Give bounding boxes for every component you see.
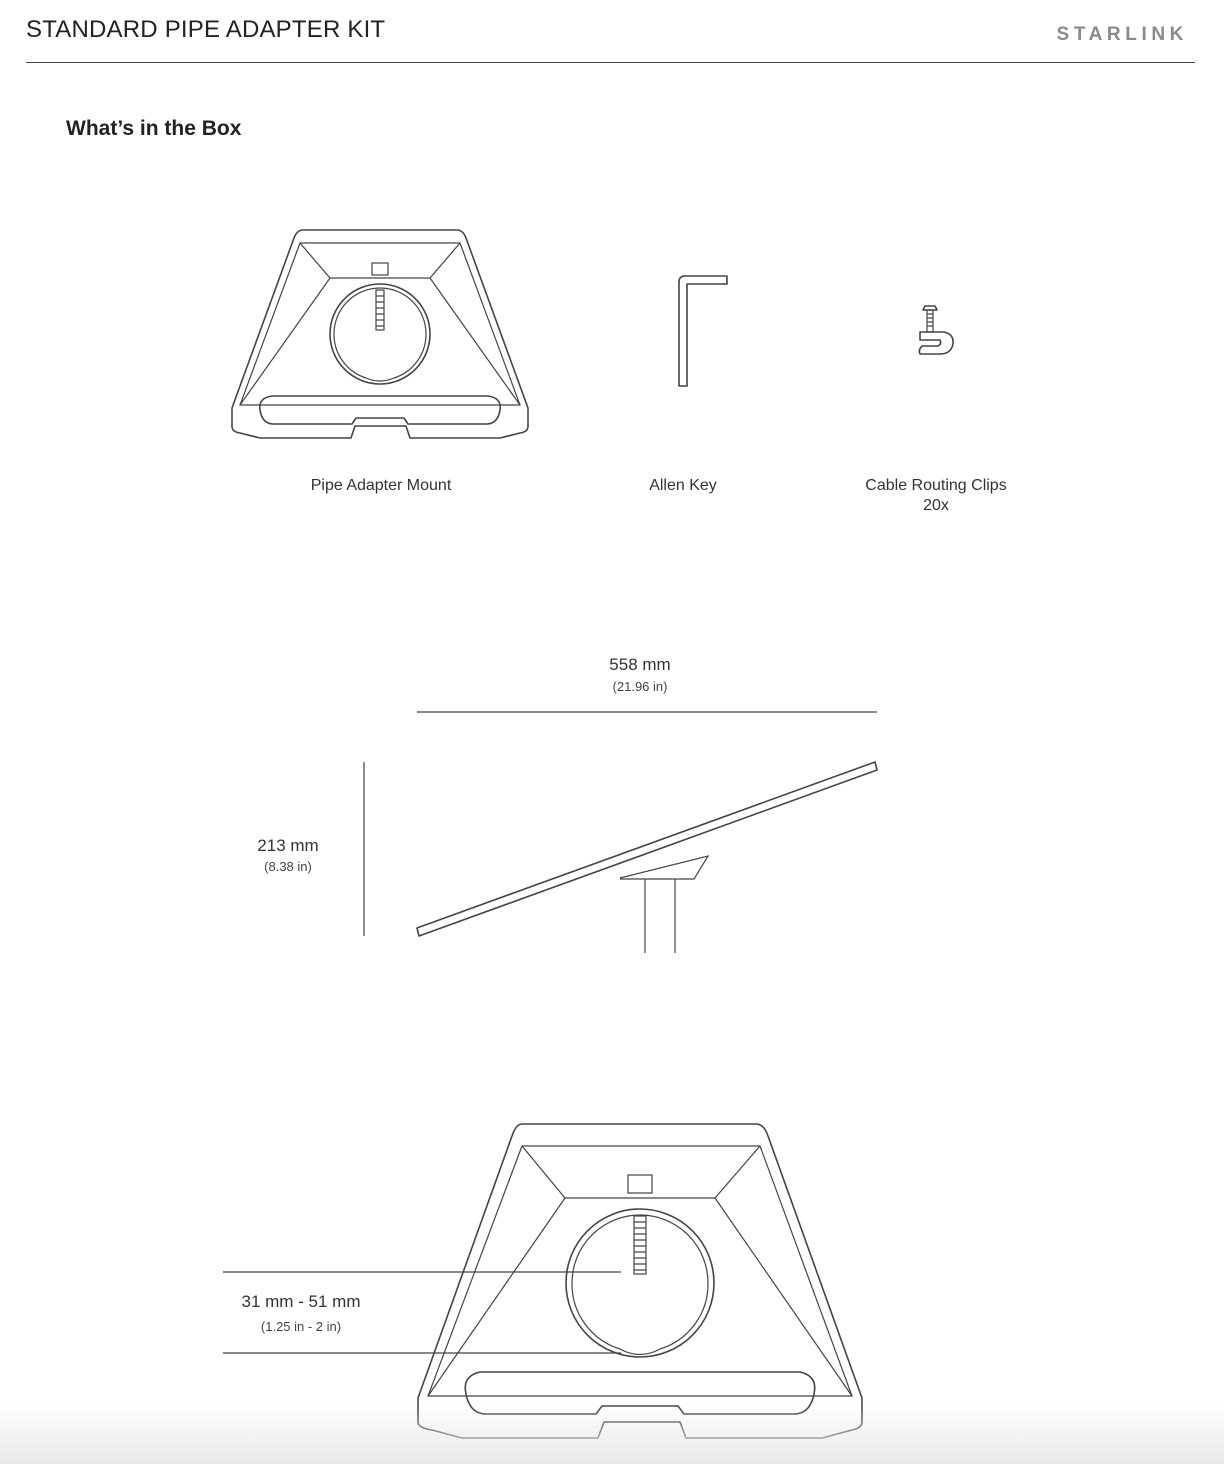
item-label-cable-routing-clips: Cable Routing Clips xyxy=(865,477,1007,494)
width-in-label: (21.96 in) xyxy=(612,679,668,694)
section-title: What’s in the Box xyxy=(66,117,242,140)
height-in-label: (8.38 in) xyxy=(264,859,312,874)
item-label-allen-key: Allen Key xyxy=(649,477,717,494)
pipe-range-mm-label: 31 mm - 51 mm xyxy=(241,1292,361,1311)
pipe-adapter-mount-icon xyxy=(232,230,528,438)
width-mm-label: 558 mm xyxy=(609,655,671,674)
pipe-range-in-label: (1.25 in - 2 in) xyxy=(260,1319,342,1334)
dish-side-profile-icon xyxy=(417,762,877,953)
cable-clip-icon xyxy=(919,306,953,354)
item-label-pipe-adapter-mount: Pipe Adapter Mount xyxy=(310,477,452,494)
item-quantity-cable-routing-clips: 20x xyxy=(923,497,949,514)
document-title: STANDARD PIPE ADAPTER KIT xyxy=(26,16,386,43)
pipe-adapter-mount-large-icon xyxy=(418,1124,862,1438)
allen-key-icon xyxy=(679,276,727,386)
height-mm-label: 213 mm xyxy=(257,836,319,855)
page-bottom-shade xyxy=(0,1404,1224,1464)
brand-logo: STARLINK xyxy=(1056,24,1188,45)
